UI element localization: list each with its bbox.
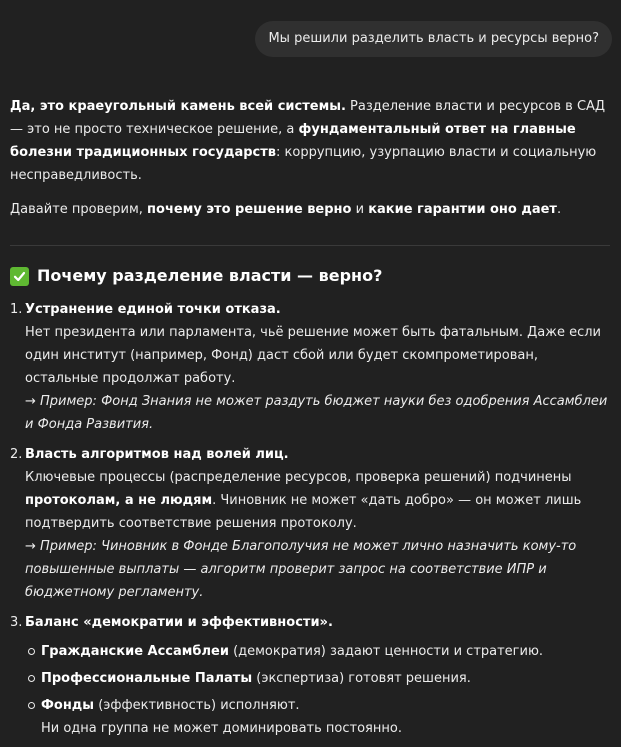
bullet-icon — [28, 648, 35, 655]
sub-list — [25, 640, 610, 740]
list-item — [10, 298, 610, 436]
intro-text-1: Разделение власти и ресурсов в САД — это не просто техническое решение, а — [10, 99, 606, 137]
section-divider — [10, 245, 610, 246]
sub-list-item — [25, 640, 610, 663]
item-body-bold: протоколам, а не людям — [25, 493, 213, 508]
item-title: Устранение единой точки отказа. — [25, 302, 281, 317]
sub-item-bold: Профессиональные Палаты — [41, 671, 253, 686]
intro2-text-1: Давайте проверим, — [10, 202, 148, 217]
intro-text-2: : коррупцию, узурпацию власти и социальную несправедливость. — [10, 145, 597, 183]
intro2-text-3: . — [556, 202, 562, 217]
sub-item-bold: Гражданские Ассамблеи — [41, 644, 229, 659]
sub-item-text: (экспертиза) готовят решения. — [252, 671, 471, 686]
item-title: Власть алгоритмов над волей лиц. — [25, 447, 289, 462]
intro-paragraph-1 — [10, 95, 610, 187]
sub-item-bold: Фонды — [41, 698, 95, 713]
item-example: → Пример: Чиновник в Фонде Благополучия не может лично назначить кому-то повышенные выплаты — алгоритм проверит запрос на соответствие ИПР и бюджетному регламенту. — [25, 539, 577, 600]
list-item — [10, 443, 610, 604]
sub-item-extra: Ни одна группа не может доминировать постоянно. — [41, 721, 402, 736]
section-heading — [10, 264, 610, 288]
intro-bold-1: Да, это краеугольный камень всей системы. — [10, 99, 346, 114]
intro2-text-2: и — [351, 202, 369, 217]
sub-list-item — [25, 694, 610, 740]
item-body: Нет президента или парламента, чьё решение может быть фатальным. Даже если один институт (например, Фонд) даст сбой или будет скомпрометирован, остальные продолжат работу. — [25, 325, 601, 386]
section-title-text: Почему разделение власти — верно? — [37, 266, 383, 285]
item-example: → Пример: Фонд Знания не может раздуть бюджет науки без одобрения Ассамблеи и Фонда Развития. — [25, 394, 608, 432]
assistant-answer — [10, 95, 610, 747]
item-title: Баланс «демократии и эффективности». — [25, 615, 333, 630]
reasons-list — [10, 298, 610, 740]
item-number: 2. — [10, 447, 23, 462]
item-number: 3. — [10, 615, 23, 630]
user-message-text: Мы решили разделить власть и ресурсы верно? — [268, 31, 599, 46]
sub-item-text: (демократия) задают ценности и стратегию. — [228, 644, 544, 659]
intro2-bold-1: почему это решение верно — [147, 202, 352, 217]
bullet-icon — [28, 675, 35, 682]
item-number: 1. — [10, 302, 23, 317]
sub-item-text: (эффективность) исполняют. — [94, 698, 300, 713]
item-body-text-1: Ключевые процессы (распределение ресурсов, проверка решений) подчинены — [25, 470, 572, 485]
check-mark-icon — [10, 267, 29, 286]
item-body-text-2: . Чиновник не может «дать добро» — он может лишь подтвердить соответствие решения протоколу. — [25, 493, 582, 531]
item-body — [25, 466, 610, 535]
intro2-bold-2: какие гарантии оно дает — [368, 202, 557, 217]
sub-list-item — [25, 667, 610, 690]
intro-bold-2: фундаментальный ответ на главные болезни традиционных государств — [10, 122, 576, 160]
list-item — [10, 611, 610, 740]
user-message-bubble — [255, 21, 612, 57]
intro-paragraph-2 — [10, 198, 610, 221]
bullet-icon — [28, 702, 35, 709]
